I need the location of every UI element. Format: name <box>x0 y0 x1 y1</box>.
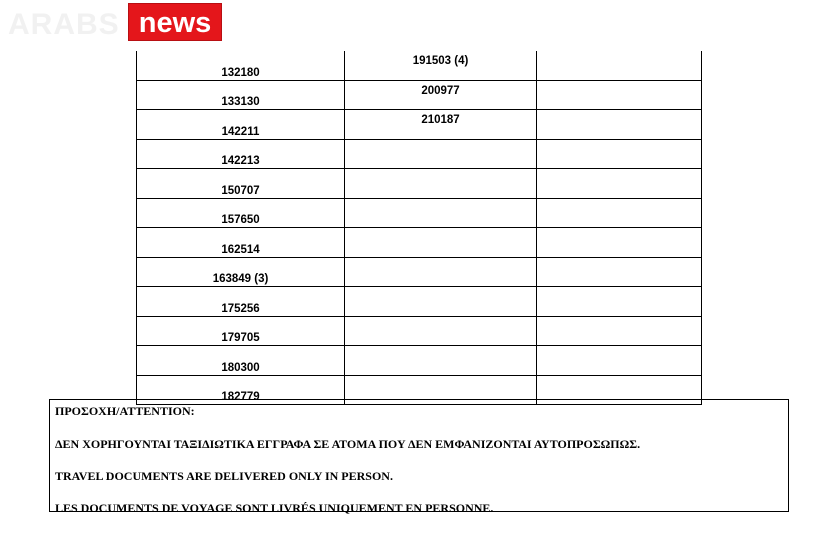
notice-line-greek: ΔΕΝ ΧΟΡΗΓΟΥΝΤΑΙ ΤΑΞΙΔΙΩΤΙΚΑ ΕΓΓΡΑΦΑ ΣΕ ΑΤΟΜΑ ΠΟΥ ΔΕΝ ΕΜΦΑΝΙΖΟΝΤΑΙ ΑΥΤΟΠΡΟΣΩΠΩΣ. <box>55 437 641 451</box>
table-row <box>137 169 702 199</box>
table-cell <box>537 257 702 287</box>
table-row <box>137 198 702 228</box>
table-cell <box>345 257 537 287</box>
table-cell <box>537 198 702 228</box>
table-cell <box>537 228 702 258</box>
table-cell: 162514 <box>137 228 345 258</box>
table-row <box>137 51 702 80</box>
table-row <box>137 316 702 346</box>
logo-news-box: news <box>128 3 222 41</box>
table-cell: 142213 <box>137 139 345 169</box>
table-cell: 179705 <box>137 316 345 346</box>
table-row <box>137 110 702 140</box>
table-cell: 163849 (3) <box>137 257 345 287</box>
table-cell: 150707 <box>137 169 345 199</box>
arabs-news-logo <box>0 0 230 44</box>
attention-notice <box>49 399 789 515</box>
table-cell <box>537 51 702 80</box>
logo-faded-text: ARABS <box>8 8 120 41</box>
table-cell: 132180 <box>137 51 345 80</box>
table-cell <box>537 169 702 199</box>
table-cell <box>537 346 702 376</box>
table-cell: 133130 <box>137 80 345 110</box>
table-row <box>137 139 702 169</box>
table-cell <box>345 287 537 317</box>
table-cell <box>537 80 702 110</box>
table-cell <box>537 110 702 140</box>
ticket-number-table <box>136 51 701 405</box>
notice-line-french: LES DOCUMENTS DE VOYAGE SONT LIVRÉS UNIQUEMENT EN PERSONNE. <box>55 501 494 515</box>
table-cell: 191503 (4) <box>345 51 537 80</box>
table-cell <box>345 346 537 376</box>
table-cell <box>537 316 702 346</box>
table-cell: 175256 <box>137 287 345 317</box>
notice-line-english: TRAVEL DOCUMENTS ARE DELIVERED ONLY IN PERSON. <box>55 469 393 483</box>
table-cell <box>345 169 537 199</box>
table-row <box>137 80 702 110</box>
table-row <box>137 257 702 287</box>
table-cell: 182779 <box>137 375 345 405</box>
table-cell: 210187 <box>345 110 537 140</box>
table-cell <box>537 139 702 169</box>
table-row <box>137 228 702 258</box>
table-row <box>137 287 702 317</box>
table-cell: 200977 <box>345 80 537 110</box>
table-cell <box>345 228 537 258</box>
table-cell <box>345 198 537 228</box>
table-cell <box>345 316 537 346</box>
table-cell <box>537 287 702 317</box>
table-cell: 142211 <box>137 110 345 140</box>
table-cell: 157650 <box>137 198 345 228</box>
notice-heading: ΠΡΟΣΟΧΗ/ATTENTION: <box>55 404 195 418</box>
table-cell <box>345 139 537 169</box>
table-cell: 180300 <box>137 346 345 376</box>
table-row <box>137 346 702 376</box>
